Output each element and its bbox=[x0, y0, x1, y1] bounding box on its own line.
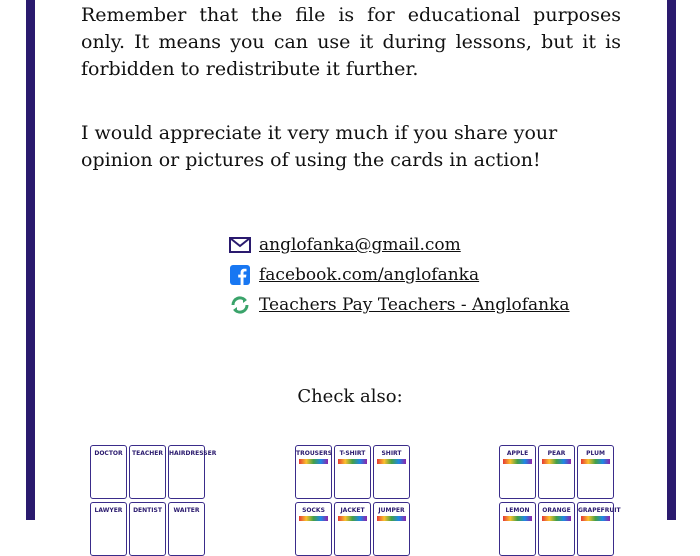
product-thumbnail[interactable] bbox=[499, 445, 621, 525]
flashcard bbox=[577, 445, 614, 499]
flashcard bbox=[577, 502, 621, 556]
flashcard bbox=[295, 502, 332, 556]
flashcard-title: DENTIST bbox=[133, 507, 162, 514]
contact-list bbox=[229, 230, 570, 320]
flashcard-title: PLUM bbox=[586, 450, 605, 457]
flashcard-band bbox=[338, 459, 367, 464]
flashcard-band bbox=[542, 516, 571, 521]
flashcard bbox=[499, 445, 536, 499]
contact-facebook[interactable] bbox=[229, 260, 570, 290]
flashcard bbox=[295, 445, 332, 499]
flashcard-band bbox=[338, 516, 367, 521]
flashcard bbox=[129, 445, 166, 499]
flashcard-title: HAIRDRESSER bbox=[169, 450, 217, 457]
mail-icon bbox=[229, 234, 251, 256]
flashcard-band bbox=[503, 459, 532, 464]
flashcard-title: LAWYER bbox=[94, 507, 123, 514]
flashcard bbox=[334, 502, 371, 556]
flashcard-title: JACKET bbox=[340, 507, 365, 514]
left-border bbox=[26, 0, 35, 520]
product-thumbnail[interactable] bbox=[90, 445, 217, 525]
flashcard bbox=[538, 445, 575, 499]
flashcard-title: DOCTOR bbox=[94, 450, 123, 457]
flashcard-band bbox=[503, 516, 532, 521]
email-link[interactable]: anglofanka@gmail.com bbox=[259, 235, 461, 255]
flashcard bbox=[373, 445, 410, 499]
tpt-icon bbox=[229, 294, 251, 316]
flashcard-band bbox=[299, 516, 328, 521]
flashcard bbox=[129, 502, 166, 556]
flashcard bbox=[538, 502, 575, 556]
facebook-link[interactable]: facebook.com/anglofanka bbox=[259, 265, 480, 285]
feedback-request: I would appreciate it very much if you share your opinion or pictures of using the cards in action! bbox=[81, 122, 558, 171]
flashcard-band bbox=[299, 459, 328, 464]
flashcard-title: TEACHER bbox=[132, 450, 163, 457]
flashcard-band bbox=[377, 459, 406, 464]
flashcard-band bbox=[377, 516, 406, 521]
flashcard bbox=[373, 502, 410, 556]
right-border bbox=[667, 0, 676, 520]
flashcard-title: JUMPER bbox=[378, 507, 405, 514]
facebook-icon bbox=[229, 264, 251, 286]
product-thumbnail[interactable] bbox=[295, 445, 411, 525]
tpt-link[interactable]: Teachers Pay Teachers - Anglofanka bbox=[259, 295, 570, 315]
flashcard-title: T-SHIRT bbox=[339, 450, 366, 457]
flashcard bbox=[168, 445, 217, 499]
flashcard-title: APPLE bbox=[506, 450, 529, 457]
flashcard-title: GRAPEFRUIT bbox=[578, 507, 621, 514]
flashcard-band bbox=[581, 516, 610, 521]
flashcard-band bbox=[542, 459, 571, 464]
flashcard-title: WAITER bbox=[173, 507, 200, 514]
flashcard-title: ORANGE bbox=[542, 507, 571, 514]
flashcard bbox=[90, 445, 127, 499]
flashcard bbox=[334, 445, 371, 499]
contact-email[interactable] bbox=[229, 230, 570, 260]
flashcard-band bbox=[581, 459, 610, 464]
flashcard-title: SHIRT bbox=[381, 450, 402, 457]
flashcard-title: TROUSERS bbox=[296, 450, 333, 457]
flashcard bbox=[90, 502, 127, 556]
check-also-heading: Check also: bbox=[297, 386, 403, 407]
contact-tpt[interactable] bbox=[229, 290, 570, 320]
flashcard-title: SOCKS bbox=[302, 507, 325, 514]
flashcard-title: LEMON bbox=[505, 507, 530, 514]
usage-notice: Remember that the file is for educational purposes only. It means you can use it during lessons, but it is forbidden to redistribute it further. bbox=[81, 4, 621, 80]
flashcard bbox=[499, 502, 536, 556]
flashcard-title: PEAR bbox=[547, 450, 566, 457]
flashcard bbox=[168, 502, 205, 556]
